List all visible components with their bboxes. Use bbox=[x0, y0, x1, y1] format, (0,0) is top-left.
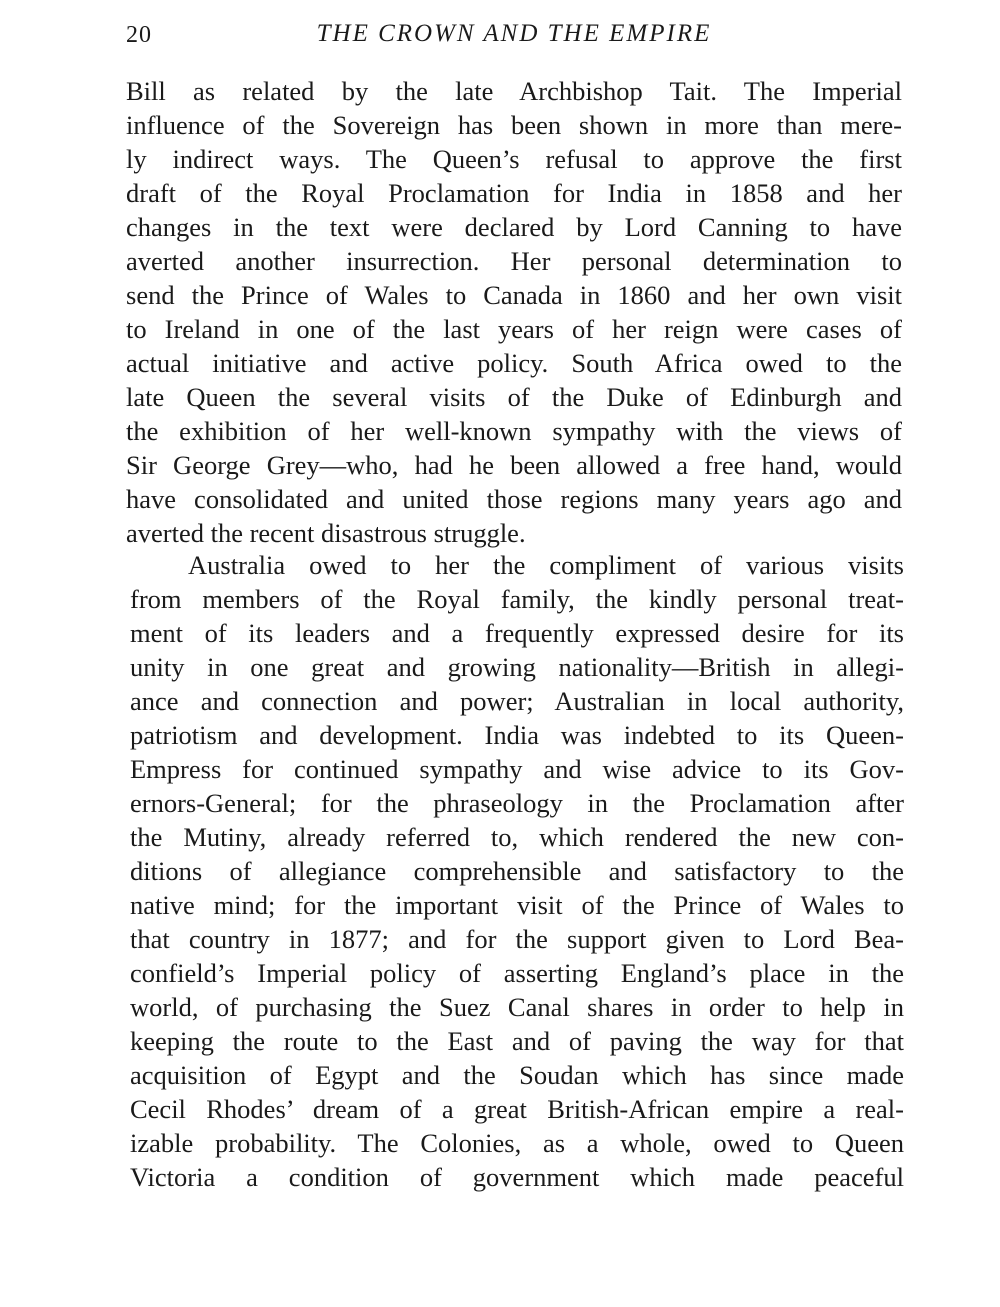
text-line: ernors-General; for the phraseology in the Proclamation after bbox=[130, 788, 904, 818]
text-line: native mind; for the important visit of the Prince of Wales to bbox=[130, 890, 904, 920]
paragraph-australia bbox=[130, 548, 904, 1194]
text-line: draft of the Royal Proclamation for India in 1858 and her bbox=[126, 178, 902, 208]
page-header bbox=[126, 20, 902, 56]
text-line: have consolidated and united those regions many years ago and bbox=[126, 484, 902, 514]
page-number: 20 bbox=[126, 22, 152, 48]
text-line: Empress for continued sympathy and wise advice to its Gov- bbox=[130, 754, 904, 784]
text-line: Victoria a condition of government which made peaceful bbox=[130, 1162, 904, 1192]
running-title: THE CROWN AND THE EMPIRE bbox=[316, 20, 712, 47]
text-line: acquisition of Egypt and the Soudan which has since made bbox=[130, 1060, 904, 1090]
text-line: that country in 1877; and for the support given to Lord Bea- bbox=[130, 924, 904, 954]
text-line: influence of the Sovereign has been shown in more than mere- bbox=[126, 110, 902, 140]
text-line: ditions of allegiance comprehensible and satisfactory to the bbox=[130, 856, 904, 886]
text-line: world, of purchasing the Suez Canal shares in order to help in bbox=[130, 992, 904, 1022]
text-line: ance and connection and power; Australian in local authority, bbox=[130, 686, 904, 716]
text-line: averted the recent disastrous struggle. bbox=[126, 518, 526, 548]
text-line: confield’s Imperial policy of asserting England’s place in the bbox=[130, 958, 904, 988]
text-line: patriotism and development. India was indebted to its Queen- bbox=[130, 720, 904, 750]
text-line: changes in the text were declared by Lord Canning to have bbox=[126, 212, 902, 242]
text-line: from members of the Royal family, the kindly personal treat- bbox=[130, 584, 904, 614]
paragraph-continued bbox=[126, 74, 902, 550]
text-line: keeping the route to the East and of paving the way for that bbox=[130, 1026, 904, 1056]
text-line: izable probability. The Colonies, as a whole, owed to Queen bbox=[130, 1128, 904, 1158]
text-line: Australia owed to her the compliment of various visits bbox=[188, 550, 904, 580]
text-line: ly indirect ways. The Queen’s refusal to approve the first bbox=[126, 144, 902, 174]
text-line: Cecil Rhodes’ dream of a great British-African empire a real- bbox=[130, 1094, 904, 1124]
text-line: Sir George Grey—who, had he been allowed a free hand, would bbox=[126, 450, 902, 480]
text-line: to Ireland in one of the last years of her reign were cases of bbox=[126, 314, 902, 344]
text-line: Bill as related by the late Archbishop Tait. The Imperial bbox=[126, 76, 902, 106]
text-line: actual initiative and active policy. South Africa owed to the bbox=[126, 348, 902, 378]
text-line: late Queen the several visits of the Duke of Edinburgh and bbox=[126, 382, 902, 412]
text-line: the exhibition of her well-known sympathy with the views of bbox=[126, 416, 902, 446]
text-line: the Mutiny, already referred to, which rendered the new con- bbox=[130, 822, 904, 852]
text-line: send the Prince of Wales to Canada in 1860 and her own visit bbox=[126, 280, 902, 310]
text-line: averted another insurrection. Her personal determination to bbox=[126, 246, 902, 276]
text-line: ment of its leaders and a frequently expressed desire for its bbox=[130, 618, 904, 648]
text-line: unity in one great and growing nationality—British in allegi- bbox=[130, 652, 904, 682]
